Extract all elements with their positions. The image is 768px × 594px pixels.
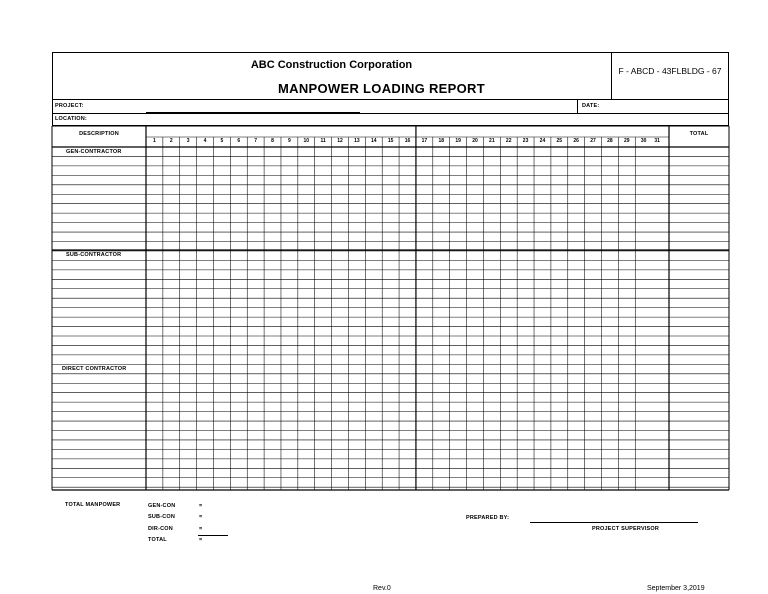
day-number: 30 xyxy=(640,138,647,144)
day-number: 23 xyxy=(522,138,529,144)
day-number: 10 xyxy=(303,138,310,144)
section-label-gen: GEN-CONTRACTOR xyxy=(66,149,122,155)
footer-date: September 3,2019 xyxy=(647,585,705,592)
total-header: TOTAL xyxy=(689,131,709,137)
summary-label-total: TOTAL xyxy=(148,537,167,543)
day-number: 18 xyxy=(438,138,444,144)
day-number: 20 xyxy=(472,138,478,144)
day-number: 27 xyxy=(590,138,596,144)
day-number: 17 xyxy=(421,138,428,144)
day-number: 13 xyxy=(354,138,360,144)
day-number: 28 xyxy=(607,138,613,144)
day-number: 31 xyxy=(654,138,660,144)
summary-sep-gen: = xyxy=(199,503,203,509)
day-number: 29 xyxy=(624,138,630,144)
company-name: ABC Construction Corporation xyxy=(250,59,413,71)
dir-con-field[interactable] xyxy=(198,535,228,536)
day-number: 5 xyxy=(220,138,224,144)
form-code: F - ABCD - 43FLBLDG - 67 xyxy=(618,66,722,76)
day-number: 2 xyxy=(169,138,173,144)
section-label-sub: SUB-CONTRACTOR xyxy=(66,252,122,258)
project-label: PROJECT: xyxy=(55,103,84,109)
summary-label-dir: DIR-CON xyxy=(148,526,173,532)
day-number: 15 xyxy=(387,138,394,144)
day-number: 12 xyxy=(337,138,343,144)
summary-label-sub: SUB-CON xyxy=(148,514,176,520)
day-number: 19 xyxy=(455,138,461,144)
day-number: 6 xyxy=(237,138,241,144)
summary-label-gen: GEN-CON xyxy=(148,503,176,509)
day-number: 9 xyxy=(287,138,291,144)
day-number: 4 xyxy=(203,138,207,144)
day-number: 3 xyxy=(186,138,190,144)
report-title: MANPOWER LOADING REPORT xyxy=(278,81,485,96)
day-number: 14 xyxy=(370,138,377,144)
day-number: 8 xyxy=(271,138,274,144)
day-number: 1 xyxy=(153,138,156,144)
day-number: 22 xyxy=(505,138,512,144)
day-number: 7 xyxy=(254,138,258,144)
revision-label: Rev.0 xyxy=(373,585,391,592)
total-manpower-label: TOTAL MANPOWER xyxy=(65,502,121,508)
summary-sep-total: = xyxy=(199,537,203,543)
day-number: 24 xyxy=(539,138,546,144)
prepared-by-label: PREPARED BY: xyxy=(466,515,510,521)
date-label: DATE: xyxy=(582,103,600,109)
summary-sep-sub: = xyxy=(199,514,203,520)
day-number: 21 xyxy=(489,138,495,144)
location-label: LOCATION: xyxy=(55,116,87,122)
supervisor-label: PROJECT SUPERVISOR xyxy=(592,526,660,532)
section-label-direct: DIRECT CONTRACTOR xyxy=(62,366,127,372)
day-number: 16 xyxy=(404,138,411,144)
day-number: 25 xyxy=(556,138,563,144)
day-number: 11 xyxy=(320,138,326,144)
signature-line[interactable] xyxy=(530,522,698,523)
day-number: 26 xyxy=(573,138,579,144)
summary-sep-dir: = xyxy=(199,526,203,532)
description-header: DESCRIPTION xyxy=(79,131,119,137)
